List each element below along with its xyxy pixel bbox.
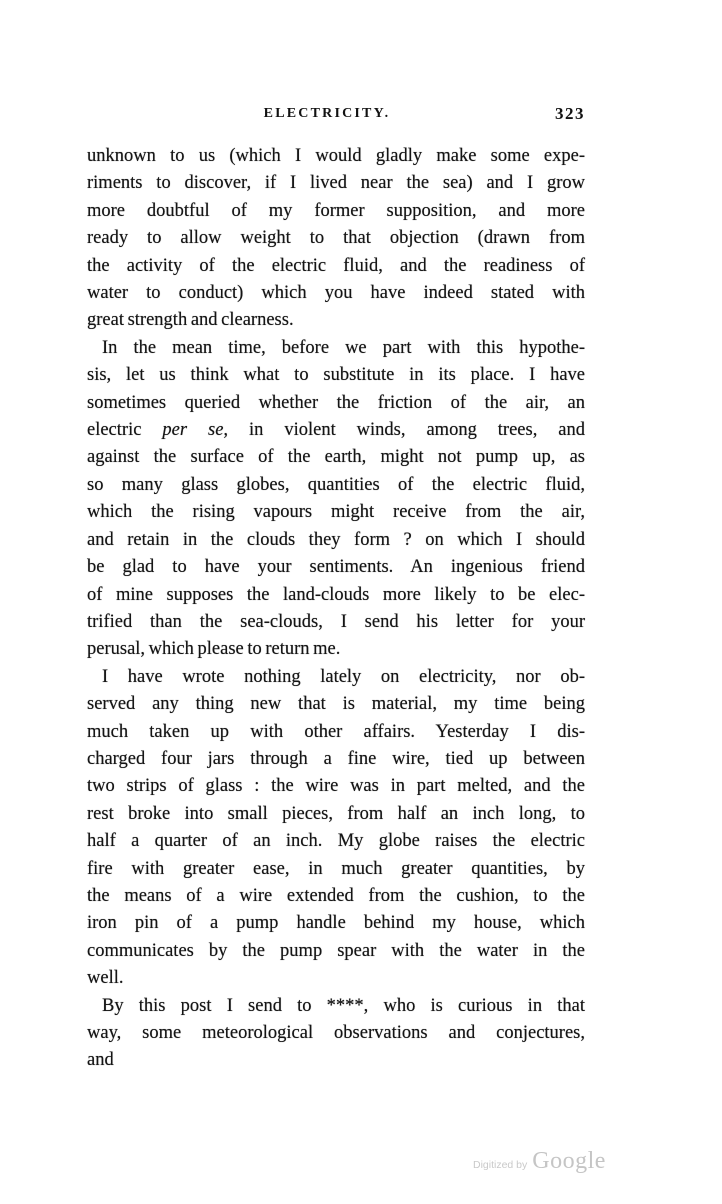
text-line: more doubtful of my former supposition, and more (87, 200, 585, 221)
text-line: iron pin of a pump handle behind my house, which (87, 913, 585, 934)
text-line: and retain in the clouds they form ? on which I should (87, 529, 585, 550)
text-line: the activity of the electric fluid, and the readiness of (87, 255, 585, 276)
page-title: ELECTRICITY. (263, 106, 391, 121)
text-line: great strength and clearness. (87, 310, 294, 331)
text-line: sis, let us think what to substitute in its place. I have (87, 365, 585, 386)
text-line: ready to allow weight to that objection (drawn from (87, 228, 585, 249)
text-line: sometimes queried whether the friction of the air, an (87, 392, 585, 413)
watermark-prefix: Digitized by (473, 1159, 528, 1171)
text-line: be glad to have your sentiments. An ingenious friend (87, 557, 585, 578)
text-line: served any thing new that is material, my time being (87, 694, 585, 715)
watermark (473, 1148, 606, 1175)
text-line: much taken up with other affairs. Yesterday I dis- (87, 721, 585, 742)
text-line: two strips of glass : the wire was in part melted, and the (87, 776, 585, 797)
google-logo: Google (532, 1148, 606, 1174)
text-line: communicates by the pump spear with the water in the (87, 940, 585, 961)
text-line: I have wrote nothing lately on electricity, nor ob- (102, 666, 585, 687)
text-line: way, some meteorological observations and conjectures, (87, 1023, 585, 1043)
text-line: the means of a wire extended from the cushion, to the (87, 885, 585, 906)
text-line: riments to discover, if I lived near the sea) and I grow (87, 173, 585, 194)
page-number: 323 (555, 104, 585, 123)
text-line: By this post I send to ****, who is curious in that (102, 995, 585, 1016)
text-line: rest broke into small pieces, from half an inch long, to (87, 803, 585, 824)
text-line: trified than the sea-clouds, I send his letter for your (87, 611, 585, 632)
text-line: perusal, which please to return me. (87, 639, 341, 660)
text-line: fire with greater ease, in much greater quantities, by (87, 858, 585, 879)
text-line: of mine supposes the land-clouds more likely to be elec- (87, 584, 585, 605)
text-line: half a quarter of an inch. My globe raises the electric (87, 831, 585, 852)
text-line: In the mean time, before we part with this hypothe- (102, 337, 585, 358)
running-head (87, 106, 585, 133)
text-line: which the rising vapours might receive from the air, (87, 502, 585, 523)
text-block (87, 104, 585, 1071)
text-line: water to conduct) which you have indeed stated with (87, 283, 585, 304)
catchword: and (87, 1050, 114, 1071)
body-text (87, 143, 585, 1075)
text-line: electric per se, in violent winds, among trees, and (87, 420, 585, 441)
text-line: so many glass globes, quantities of the electric fluid, (87, 474, 585, 495)
text-line: unknown to us (which I would gladly make some expe- (87, 146, 585, 166)
text-line: against the surface of the earth, might not pump up, as (87, 447, 585, 468)
text-line: well. (87, 968, 124, 989)
text-line: charged four jars through a fine wire, tied up between (87, 748, 585, 769)
